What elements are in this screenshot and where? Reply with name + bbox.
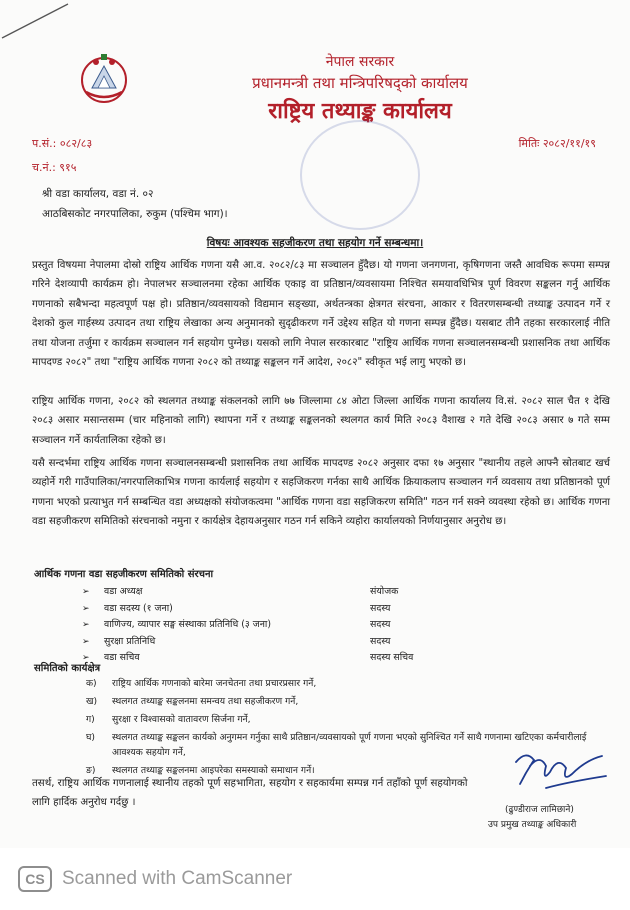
member-name: वाणिज्य, व्यापार सङ्घ संस्थाका प्रतिनिधि (३ जना) — [104, 619, 271, 630]
closing-paragraph: तसर्थ, राष्ट्रिय आर्थिक गणनालाई स्थानीय तहको पूर्ण सहभागिता, सहयोग र सहकार्यमा सम्पन्न गर्न तहाँको पूर्ण सहयोगको लागि हार्दिक अनुरोध गर्दछु । — [32, 778, 468, 809]
item-text: स्थलगत तथ्याङ्क सङ्कलन कार्यको अनुगमन गर्नुका साथै प्रतिष्ठान/व्यवसायको पूर्ण गणना भएको सुनिश्चित गर्ने साथै गणनामा खटिएका कर्मचारीलाई आवश्यक सहयोग गर्ने, — [112, 732, 587, 758]
letter-date: मितिः २०८२/११/१९ — [518, 137, 596, 150]
item-marker: ङ) — [86, 765, 96, 776]
item-text: स्थलगत तथ्याङ्क सङ्कलनमा आइपरेका समस्याको समाधान गर्ने। — [112, 765, 315, 776]
list-item — [82, 601, 462, 618]
member-name: वडा अध्यक्ष — [104, 586, 143, 597]
paragraph-2: राष्ट्रिय आर्थिक गणना, २०८२ को स्थलगत तथ्याङ्क संकलनको लागि ७७ जिल्लामा ८४ ओटा जिल्ला आर्थिक गणना कार्यालय वि.सं. २०८२ साल चैत १ देखि २०८३ असार मसान्तसम्म (चार महिनाको लागि) स्थापना गर्ने र तथ्याङ्क सङ्कलनको स्थलगत कार्य मिति २०८३ वैशाख २ गते देखि २०८३ असार ७ गते सम्म सञ्चालन गर्ने कार्यतालिका रहेको छ। — [32, 396, 610, 446]
scope-title: समितिको कार्यक्षेत्र — [34, 663, 101, 674]
bullet-arrow-icon: ➢ — [82, 603, 90, 614]
camscanner-logo-icon: CS — [18, 866, 52, 892]
dispatch-number: च.नं.: ९१५ — [32, 161, 77, 174]
list-item — [86, 676, 616, 691]
list-item — [86, 712, 616, 727]
member-role: सदस्य — [370, 602, 391, 614]
member-role: संयोजक — [370, 586, 399, 597]
member-name: सुरक्षा प्रतिनिधि — [104, 635, 156, 647]
letterhead — [150, 52, 570, 128]
member-role: सदस्य — [370, 619, 391, 630]
letterhead-line-2: प्रधानमन्त्री तथा मन्त्रिपरिषद्को कार्यालय — [252, 74, 468, 92]
reference-number: प.सं.: ०८२/८३ — [32, 137, 93, 150]
member-role: सदस्य — [370, 635, 391, 647]
item-text: सुरक्षा र विश्वासको वातावरण सिर्जना गर्ने, — [112, 714, 251, 725]
item-text: राष्ट्रिय आर्थिक गणनाको बारेमा जनचेतना तथा प्रचारप्रसार गर्ने, — [112, 678, 317, 689]
bullet-arrow-icon: ➢ — [82, 653, 90, 663]
member-name: वडा सदस्य (१ जना) — [104, 602, 173, 614]
recipient-address — [42, 184, 228, 224]
office-stamp — [300, 120, 420, 230]
letterhead-office-name: राष्ट्रिय तथ्याङ्क कार्यालय — [268, 98, 452, 124]
bullet-arrow-icon: ➢ — [82, 620, 90, 630]
bullet-arrow-icon: ➢ — [82, 587, 90, 597]
recipient-address-line-2: आठबिसकोट नगरपालिका, रुकुम (पश्चिम भाग)। — [42, 208, 228, 220]
list-item — [82, 650, 462, 667]
letterhead-line-1: नेपाल सरकार — [325, 54, 395, 70]
committee-title: आर्थिक गणना वडा सहजीकरण समितिको संरचना — [34, 569, 214, 580]
letter-subject: विषयः आवश्यक सहजीकरण तथा सहयोग गर्ने सम्बन्धमा। — [206, 237, 424, 249]
camscanner-watermark-text: Scanned with CamScanner — [62, 868, 293, 889]
committee-member-list — [82, 584, 462, 667]
bullet-arrow-icon: ➢ — [82, 636, 90, 647]
scan-artifact-line — [0, 0, 70, 40]
item-marker: ग) — [86, 714, 95, 725]
list-item — [82, 617, 462, 634]
member-role: सदस्य सचिव — [370, 652, 414, 663]
item-marker: घ) — [86, 732, 96, 743]
list-item — [82, 584, 462, 601]
signatory-title: उप प्रमुख तथ्याङ्क अधिकारी — [488, 820, 577, 830]
list-item — [86, 694, 616, 709]
item-marker: क) — [86, 678, 97, 689]
item-text: स्थलगत तथ्याङ्क सङ्कलनमा समन्वय तथा सहजीकरण गर्ने, — [112, 696, 299, 707]
member-name: वडा सचिव — [104, 652, 140, 663]
signatory-name: (ढुण्डीराज लामिछाने) — [505, 805, 574, 815]
nepal-emblem-icon — [74, 48, 134, 108]
recipient-address-line-1: श्री वडा कार्यालय, वडा नं. ०२ — [42, 188, 154, 200]
list-item — [82, 634, 462, 651]
camscanner-footer — [0, 848, 630, 910]
handwritten-signature — [506, 742, 616, 800]
paragraph-1: प्रस्तुत विषयमा नेपालमा दोस्रो राष्ट्रिय आर्थिक गणना यसै आ.व. २०८२/८३ मा सञ्चालन हुँदैछ। यो गणना जनगणना, कृषिगणना जस्तै आवधिक रूपमा सम्पन्न गरिने देशव्यापी कार्यक्रम हो। नेपालभर सञ्चालनमा रहेका आर्थिक एकाइ वा प्रतिष्ठान/व्यवसायमा निश्चित समयावधिभित्र पूर्ण विवरण सङ्कलन गर्नु आर्थिक गणनाको सबैभन्दा महत्वपूर्ण पक्ष हो। प्रतिष्ठान/व्यवसायको विद्यमान सङ्ख्या, अर्थतन्त्रका क्षेत्रगत संरचना, आकार र वितरणसम्बन्धी तथ्याङ्क उत्पादन गर्ने र देशको कुल गार्हस्थ्य उत्पादन तथा राष्ट्रिय लेखाका अन्य अनुमानको सुदृढीकरण गर्ने उद्देश्य सहित यो गणना सम्पन्न हुँदैछ। यसबाट तीनै तहका सरकारलाई नीति तथा योजना तर्जुमा र कार्यक्रम सञ्चालन गर्न सहयोग पुग्नेछ। यसको लागि नेपाल सरकारबाट "राष्ट्रिय आर्थिक गणना सञ्चालनसम्बन्धी प्रशासनिक तथा आर्थिक मापदण्ड २०८२" तथा "राष्ट्रिय आर्थिक गणना २०८२ को तथ्याङ्क सङ्कलन गर्ने आदेश, २०८२" स्वीकृत भई लागु भएको छ। — [32, 260, 610, 369]
paragraph-3: यसै सन्दर्भमा राष्ट्रिय आर्थिक गणना सञ्चालनसम्बन्धी प्रशासनिक तथा आर्थिक मापदण्ड २०८२ अनुसार दफा १७ अनुसार "स्थानीय तहले आफ्नै स्रोतबाट खर्च व्यहोर्ने गरी गाउँपालिका/नगरपालिकाभित्र गणना कार्यलाई सहयोग र सहजिकरण गर्नका साथै आर्थिक क्रियाकलाप सञ्चालन गर्न व्यवसाय तथा प्रतिष्ठानको पूर्ण गणना भएको प्रत्याभुत गर्न सम्बन्धित वडा अध्यक्षको संयोजकत्वमा "आर्थिक गणना वडा सहजिकरण समिति" गठन गर्न सक्ने व्यवस्था रहेको छ। आर्थिक गणना वडा सहजीकरण समितिको संरचनाको नमुना र कार्यक्षेत्र देहायअनुसार गठन गर्न सकिने व्यहोरा कार्यालयको निर्णयानुसार अनुरोध छ। — [32, 458, 610, 528]
item-marker: ख) — [86, 696, 98, 707]
